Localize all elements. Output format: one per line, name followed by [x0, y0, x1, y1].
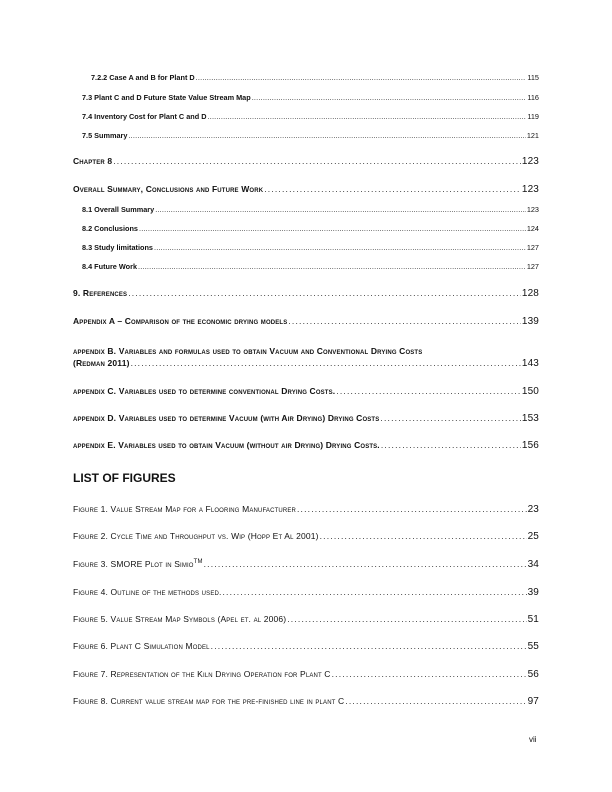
- toc-entry-title: 8.2 Conclusions: [82, 224, 138, 233]
- leader-dots: [332, 669, 527, 679]
- toc-entry-title: appendix C. Variables used to determine conventional Drying Costs.: [73, 386, 336, 396]
- figure-entry-page: 23: [527, 504, 539, 515]
- figure-entry-title-text: Figure 3. SMORE Plot in Simio: [73, 559, 194, 569]
- leader-dots: [113, 156, 521, 166]
- figure-entry-1[interactable]: [73, 504, 539, 515]
- figure-entry-title: Figure 7. Representation of the Kiln Drying Operation for Plant C: [73, 669, 331, 679]
- figure-entry-title: Figure 1. Value Stream Map for a Flooring Manufacturer: [73, 504, 296, 514]
- figure-entry-title: Figure 6. Plant C Simulation Model: [73, 641, 210, 651]
- toc-entry-appendix-c[interactable]: [73, 386, 539, 397]
- figure-entry-page: 34: [527, 559, 539, 570]
- toc-entry-page: 127: [526, 243, 539, 252]
- leader-dots: [128, 131, 525, 140]
- toc-entry-page: 150: [521, 386, 539, 397]
- toc-entry-page: 156: [521, 440, 539, 451]
- toc-entry-page: 116: [527, 93, 539, 102]
- leader-dots: [345, 696, 526, 706]
- leader-dots: [154, 243, 526, 252]
- toc-entry-page: 139: [521, 316, 539, 327]
- toc-entry-appendix-b-line1[interactable]: appendix B. Variables and formulas used to obtain Vacuum and Conventional Drying Costs: [73, 346, 423, 356]
- toc-entry-page: 128: [521, 288, 539, 299]
- toc-entry-title: appendix E. Variables used to obtain Vacuum (without air Drying) Drying Costs.: [73, 440, 380, 450]
- leader-dots: [380, 413, 520, 423]
- figure-entry-page: 56: [527, 669, 539, 680]
- toc-entry-title: 8.1 Overall Summary: [82, 205, 155, 214]
- toc-entry-title: appendix D. Variables used to determine Vacuum (with Air Drying) Drying Costs: [73, 413, 380, 423]
- toc-entry-appendix-d[interactable]: [73, 413, 539, 424]
- toc-entry-page: 115: [527, 73, 539, 82]
- figure-entry-6[interactable]: [73, 641, 539, 652]
- toc-entry-page: 123: [521, 184, 539, 195]
- leader-dots: [222, 587, 526, 597]
- toc-entry-chapter-8[interactable]: [73, 156, 539, 167]
- figure-entry-page: 25: [527, 531, 539, 542]
- figure-entry-title: Figure 2. Cycle Time and Throughput vs. Wip (Hopp Et Al 2001): [73, 531, 319, 541]
- leader-dots: [155, 205, 526, 214]
- figure-entry-3[interactable]: [73, 559, 539, 570]
- toc-entry-appendix-a[interactable]: [73, 316, 539, 327]
- toc-entry-overall-summary[interactable]: [73, 184, 539, 195]
- toc-entry-8-3[interactable]: [82, 243, 539, 252]
- toc-entry-7-4[interactable]: [82, 112, 539, 121]
- toc-entry-page: 143: [521, 358, 539, 369]
- toc-entry-title: Chapter 8: [73, 156, 113, 166]
- toc-entry-page: 121: [526, 131, 539, 140]
- figure-entry-5[interactable]: [73, 614, 539, 625]
- toc-entry-page: 153: [521, 413, 539, 424]
- figure-entry-title: Figure 8. Current value stream map for the pre-finished line in plant C: [73, 696, 345, 706]
- toc-entry-8-4[interactable]: [82, 262, 539, 271]
- leader-dots: [204, 559, 527, 569]
- figure-entry-4[interactable]: [73, 587, 539, 598]
- figure-entry-page: 51: [527, 614, 539, 625]
- leader-dots: [196, 73, 527, 82]
- leader-dots: [288, 316, 520, 326]
- toc-entry-8-2[interactable]: [82, 224, 539, 233]
- leader-dots: [297, 504, 527, 514]
- leader-dots: [287, 614, 526, 624]
- leader-dots: [138, 262, 526, 271]
- figure-entry-page: 55: [527, 641, 539, 652]
- page-number: vii: [529, 735, 537, 744]
- toc-entry-title: 8.4 Future Work: [82, 262, 138, 271]
- toc-entry-title: 7.3 Plant C and D Future State Value Stream Map: [82, 93, 251, 102]
- figure-entry-8[interactable]: [73, 696, 539, 707]
- toc-entry-title: 7.4 Inventory Cost for Plant C and D: [82, 112, 207, 121]
- figure-entry-page: 39: [527, 587, 539, 598]
- toc-entry-title: Appendix A – Comparison of the economic drying models: [73, 316, 288, 326]
- toc-entry-page: 124: [526, 224, 539, 233]
- toc-entry-8-1[interactable]: [82, 205, 539, 214]
- toc-entry-title: 7.2.2 Case A and B for Plant D: [91, 73, 195, 82]
- leader-dots: [336, 386, 521, 396]
- toc-entry-7-5[interactable]: [82, 131, 539, 140]
- leader-dots: [128, 288, 521, 298]
- toc-entry-7-3[interactable]: [82, 93, 539, 102]
- figure-entry-title: Figure 4. Outline of the methods used.: [73, 587, 222, 597]
- figure-entry-title: Figure 5. Value Stream Map Symbols (Apel et. al 2006): [73, 614, 287, 624]
- toc-entry-title: 7.5 Summary: [82, 131, 128, 140]
- leader-dots: [207, 112, 526, 121]
- toc-entry-page: 119: [527, 112, 539, 121]
- leader-dots: [139, 224, 526, 233]
- figure-entry-title: [73, 559, 203, 569]
- toc-entry-title: 9. References: [73, 288, 128, 298]
- leader-dots: [211, 641, 527, 651]
- leader-dots: [252, 93, 527, 102]
- toc-entry-title: (Redman 2011): [73, 358, 130, 368]
- leader-dots: [131, 358, 521, 368]
- figure-entry-2[interactable]: [73, 531, 539, 542]
- leader-dots: [264, 184, 521, 194]
- list-of-figures-heading: LIST OF FIGURES: [73, 471, 176, 485]
- toc-entry-title: 8.3 Study limitations: [82, 243, 153, 252]
- toc-entry-title: Overall Summary, Conclusions and Future Work: [73, 184, 264, 194]
- toc-entry-page: 123: [526, 205, 539, 214]
- toc-entry-page: 127: [526, 262, 539, 271]
- figure-entry-7[interactable]: [73, 669, 539, 680]
- toc-entry-references[interactable]: [73, 288, 539, 299]
- figure-entry-page: 97: [527, 696, 539, 707]
- toc-entry-7-2-2[interactable]: [91, 73, 539, 82]
- toc-entry-page: 123: [521, 156, 539, 167]
- leader-dots: [381, 440, 521, 450]
- toc-entry-appendix-b[interactable]: [73, 358, 539, 369]
- toc-entry-appendix-e[interactable]: [73, 440, 539, 451]
- trademark-superscript: TM: [193, 559, 203, 566]
- leader-dots: [320, 531, 527, 541]
